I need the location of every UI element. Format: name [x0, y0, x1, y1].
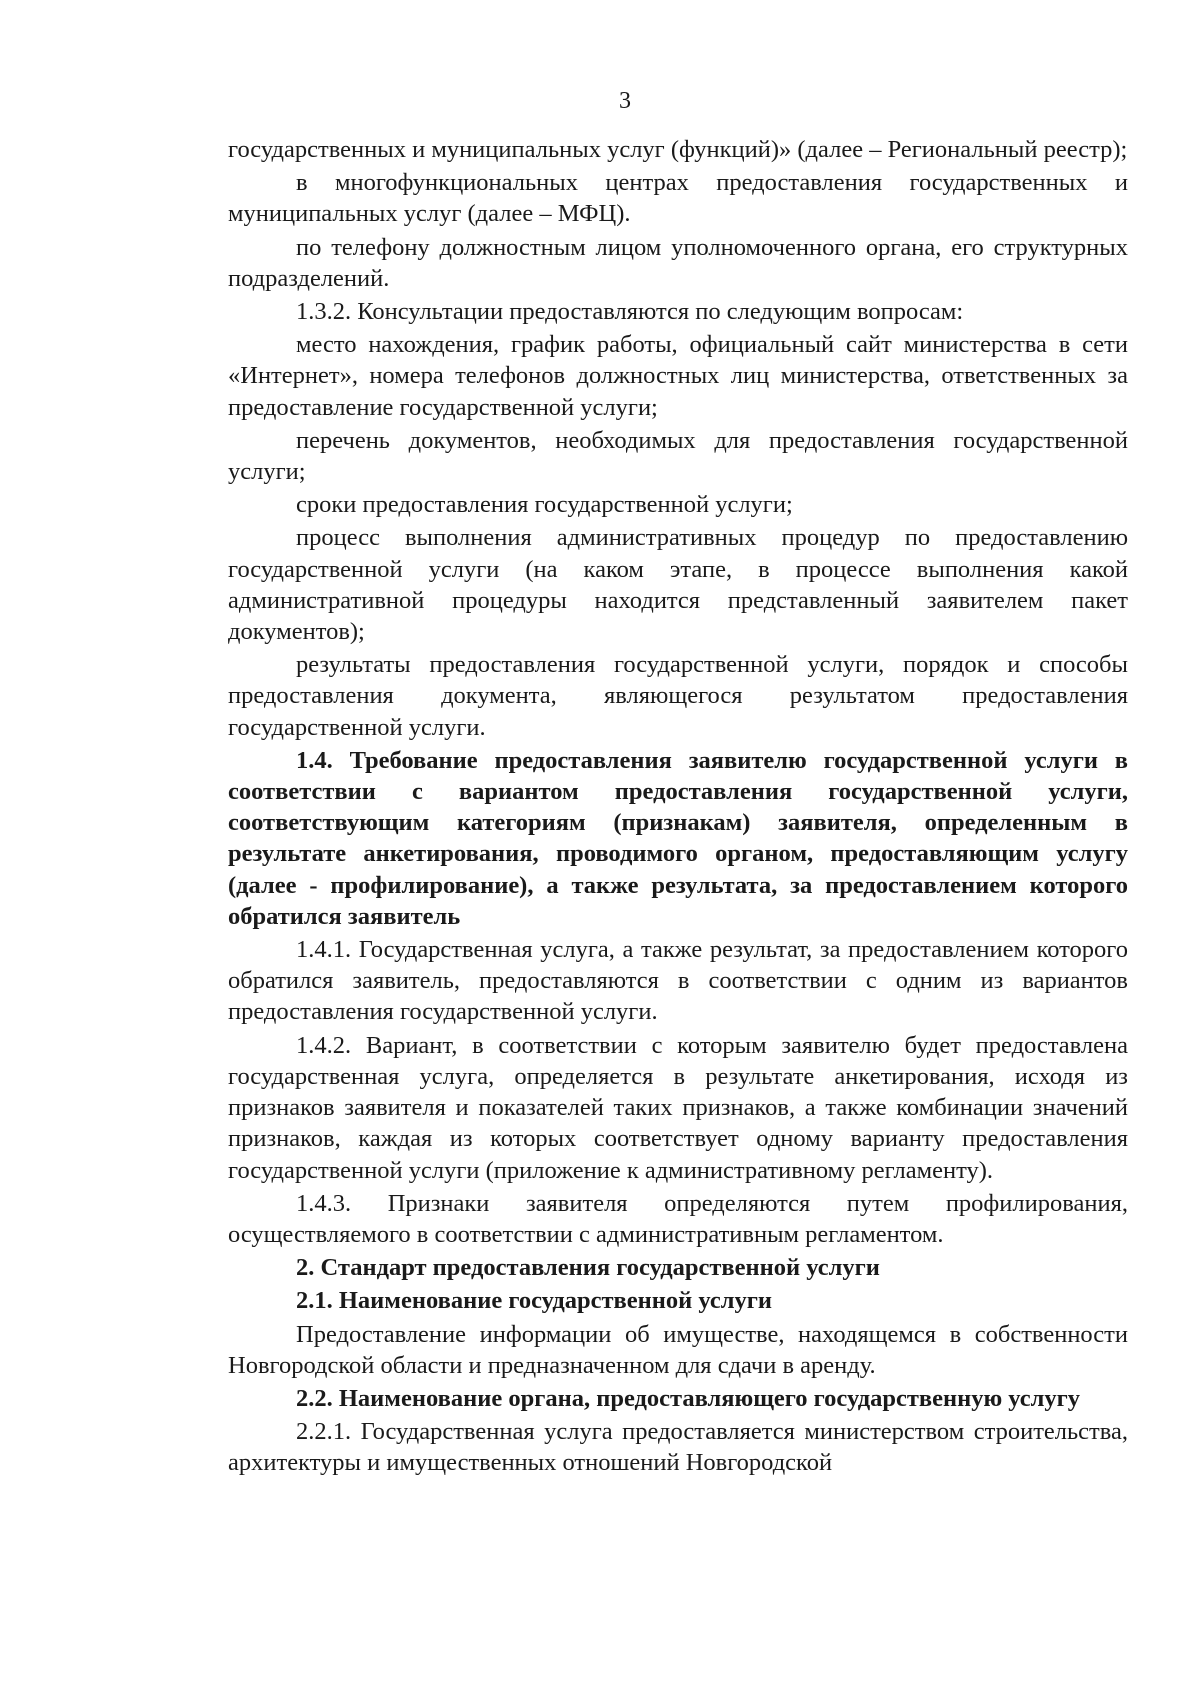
section-heading: 2.1. Наименование государственной услуги	[296, 1287, 772, 1315]
paragraph: государственных и муниципальных услуг (функций)» (далее – Региональный реестр);	[228, 136, 1128, 163]
paragraph: 1.4.2. Вариант, в соответствии с которым заявителю будет предоставлена государственная услуга, определяется в результате анкетирования, исходя из признаков заявителя и показателей таких признаков, а также комбинации значений признаков, каждая из которых соответствует одному варианту предоставления государственной услуги (приложение к административному регламенту).	[228, 1031, 1128, 1184]
paragraph: в многофункциональных центрах предоставления государственных и муниципальных услуг (далее – МФЦ).	[228, 169, 1128, 228]
paragraph: сроки предоставления государственной услуги;	[296, 491, 793, 519]
paragraph: 1.4.3. Признаки заявителя определяются путем профилирования, осуществляемого в соответствии с административным регламентом.	[228, 1189, 1128, 1248]
paragraph: 2.2.1. Государственная услуга предоставляется министерством строительства, архитектуры и имущественных отношений Новгородской	[228, 1418, 1128, 1477]
paragraph: 1.4.1. Государственная услуга, а также результат, за предоставлением которого обратился заявитель, предоставляются в соответствии с одним из вариантов предоставления государственной услуги.	[228, 936, 1128, 1026]
page-number: 3	[619, 88, 631, 114]
document-body	[228, 134, 1128, 1481]
paragraph: процесс выполнения административных процедур по предоставлению государственной услуги (на каком этапе, в процессе выполнения какой административной процедуры находится представленный заявителем пакет документов);	[228, 524, 1128, 646]
paragraph: результаты предоставления государственной услуги, порядок и способы предоставления документа, являющегося результатом предоставления государственной услуги.	[228, 651, 1128, 741]
section-heading: 2. Стандарт предоставления государственной услуги	[296, 1254, 880, 1282]
paragraph: по телефону должностным лицом уполномоченного органа, его структурных подразделений.	[228, 233, 1128, 292]
section-heading: 2.2. Наименование органа, предоставляющего государственную услугу	[296, 1384, 1081, 1412]
section-heading: 1.4. Требование предоставления заявителю государственной услуги в соответствии с вариантом предоставления государственной услуги, соответствующим категориям (признакам) заявителя, определенным в результате анкетирования, проводимого органом, предоставляющим услугу (далее - профилирование), а также результата, за предоставлением которого обратился заявитель	[228, 746, 1128, 930]
paragraph: место нахождения, график работы, официальный сайт министерства в сети «Интернет», номера телефонов должностных лиц министерства, ответственных за предоставление государственной услуги;	[228, 331, 1128, 421]
paragraph: перечень документов, необходимых для предоставления государственной услуги;	[228, 426, 1128, 486]
paragraph: 1.3.2. Консультации предоставляются по следующим вопросам:	[296, 298, 964, 326]
paragraph: Предоставление информации об имуществе, находящемся в собственности Новгородской области и предназначенном для сдачи в аренду.	[228, 1320, 1128, 1379]
